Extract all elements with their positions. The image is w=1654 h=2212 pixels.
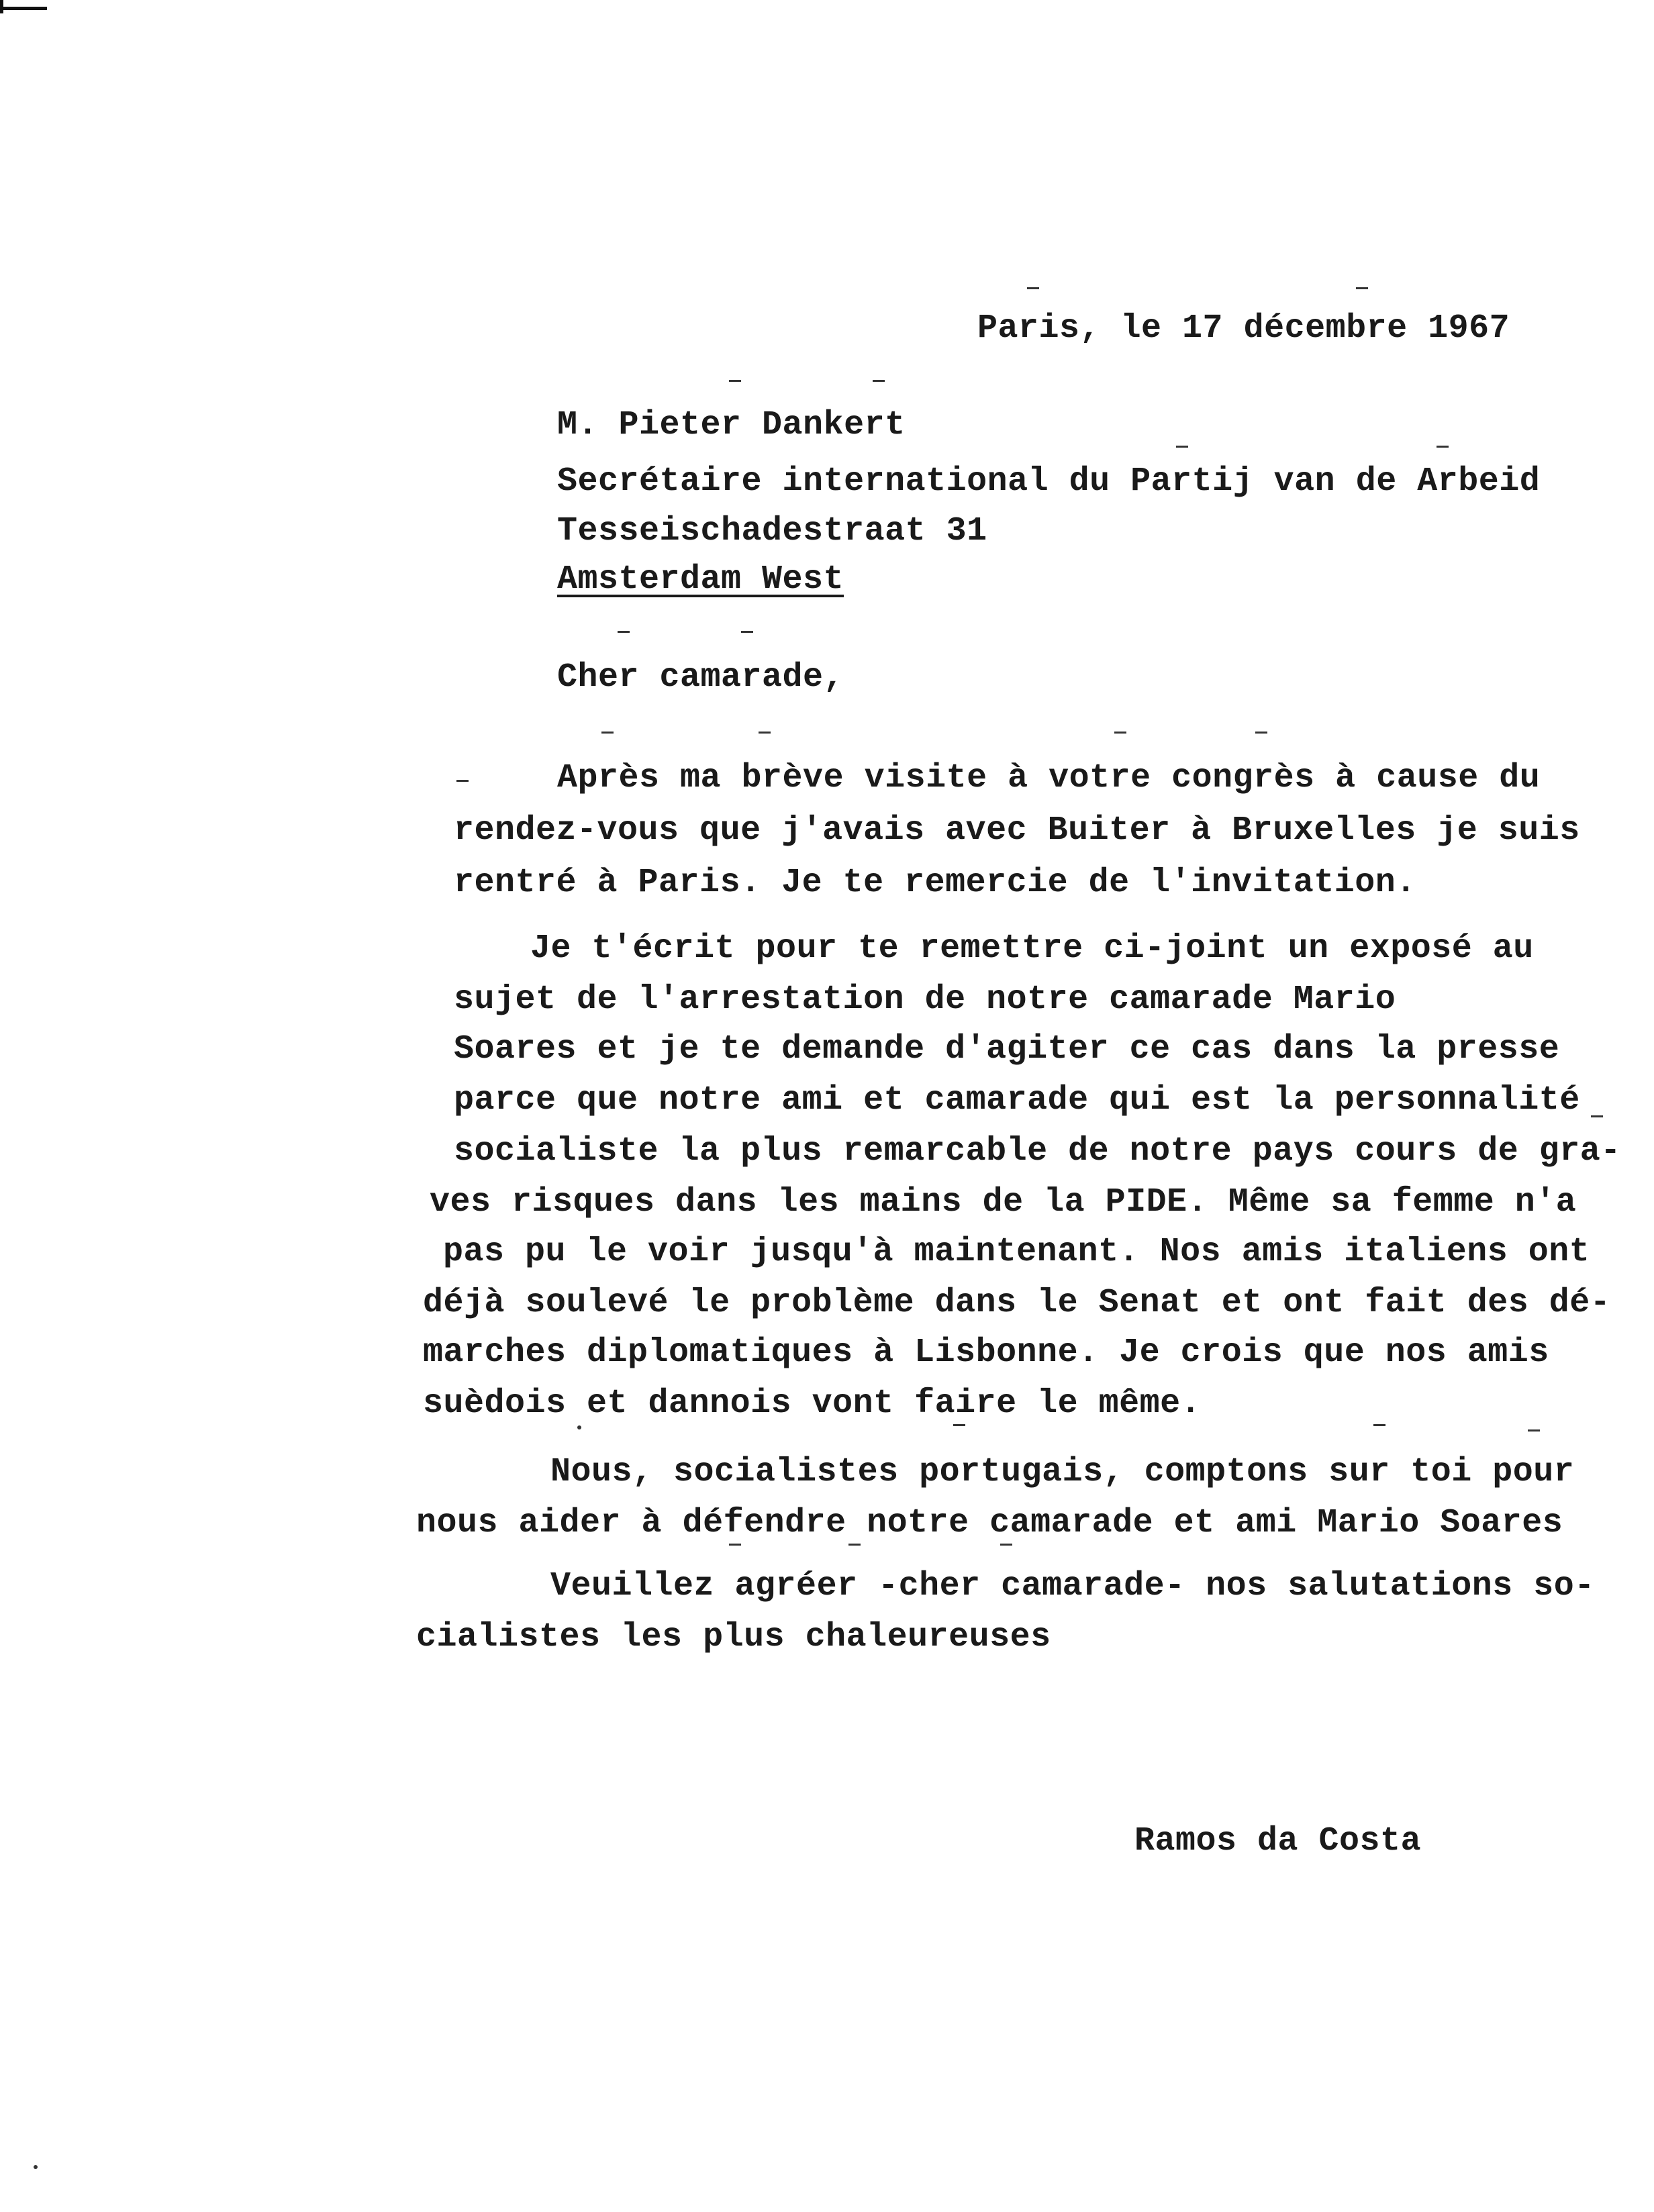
body-line: sujet de l'arrestation de notre camarade Mario (454, 981, 1396, 1019)
recipient-title: Secrétaire international du Partij van de Arbeid (557, 462, 1541, 501)
scan-edge-mark (0, 7, 47, 10)
body-line: Soares et je te demande d'agiter ce cas dans la presse (454, 1030, 1560, 1068)
signature: Ramos da Costa (1134, 1822, 1422, 1860)
closing-line: Veuillez agréer -cher camarade- nos salutations so- (550, 1567, 1595, 1605)
body-line: Je t'écrit pour te remettre ci-joint un exposé au (530, 929, 1534, 968)
scan-speck (601, 732, 614, 734)
scan-speck (1591, 1115, 1603, 1117)
date-line: Paris, le 17 décembre 1967 (977, 309, 1510, 348)
body-line: nous aider à défendre notre camarade et ami Mario Soares (416, 1504, 1563, 1542)
body-line: Après ma brève visite à votre congrès à cause du (557, 759, 1541, 797)
scan-speck (759, 732, 771, 734)
scan-speck (873, 380, 885, 382)
scan-speck (1027, 287, 1039, 289)
scan-speck (1000, 1544, 1012, 1546)
body-line: parce que notre ami et camarade qui est la personnalité (454, 1081, 1580, 1119)
scan-speck (729, 380, 741, 382)
body-line: Nous, socialistes portugais, comptons sur toi pour (550, 1453, 1575, 1491)
scan-speck (848, 1544, 861, 1546)
scan-speck (1356, 287, 1368, 289)
scan-dot (34, 2165, 38, 2169)
body-line: suèdois et dannois vont faire le même. (423, 1385, 1202, 1423)
scan-speck (456, 780, 469, 782)
scan-speck (618, 631, 630, 633)
scan-speck (729, 1544, 741, 1546)
scan-speck (953, 1424, 965, 1426)
body-line: rentré à Paris. Je te remercie de l'invitation. (454, 864, 1416, 902)
body-line: pas pu le voir jusqu'à maintenant. Nos amis italiens ont (443, 1233, 1590, 1271)
body-line: marches diplomatiques à Lisbonne. Je crois que nos amis (423, 1334, 1549, 1372)
scan-edge-mark-vertical (0, 0, 3, 13)
scan-speck (1255, 732, 1267, 734)
scan-speck (741, 631, 753, 633)
scan-speck (1176, 446, 1188, 448)
body-line: socialiste la plus remarcable de notre pays cours de gra- (454, 1132, 1621, 1170)
body-line: rendez-vous que j'avais avec Buiter à Bruxelles je suis (454, 811, 1580, 850)
scan-speck (1373, 1424, 1385, 1426)
scan-speck (1114, 732, 1126, 734)
scan-dot (577, 1425, 581, 1429)
recipient-city: Amsterdam West (557, 560, 844, 599)
scan-speck (1528, 1429, 1540, 1431)
salutation: Cher camarade, (557, 658, 844, 697)
recipient-name: M. Pieter Dankert (557, 406, 906, 444)
scan-speck (1437, 446, 1449, 448)
closing-line: cialistes les plus chaleureuses (416, 1618, 1051, 1656)
body-line: déjà soulevé le problème dans le Senat et ont fait des dé- (423, 1284, 1611, 1322)
body-line: ves risques dans les mains de la PIDE. Même sa femme n'a (430, 1183, 1577, 1221)
recipient-street: Tesseischadestraat 31 (557, 512, 987, 550)
